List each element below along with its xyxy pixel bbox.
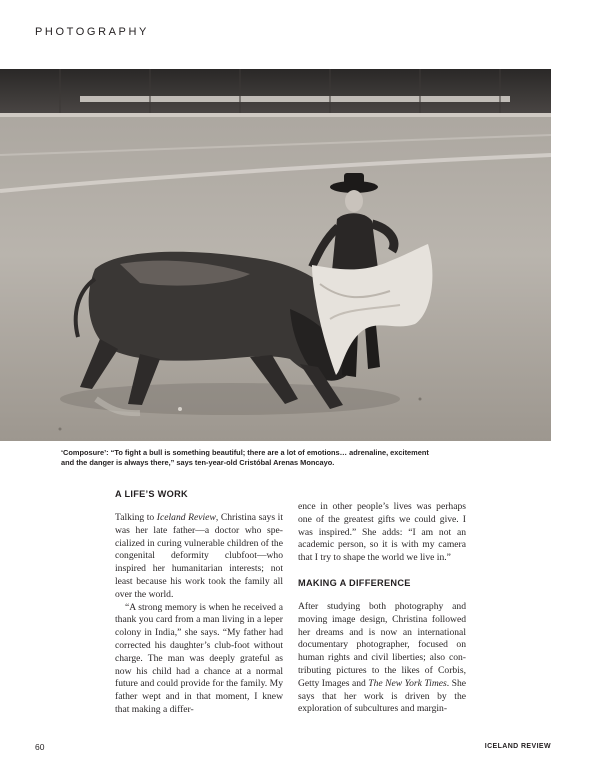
caption-line-1: ‘Composure’: “To fight a bull is something beautiful; there are a lot of emotions… adrenaline, excitement — [61, 448, 429, 457]
paragraph-1 — [115, 512, 283, 602]
photo-caption — [61, 448, 491, 468]
photo-illustration — [0, 69, 551, 441]
heading-making-a-difference: MAKING A DIFFERENCE — [298, 577, 411, 588]
paragraph-4 — [298, 601, 466, 716]
paragraph-3: ence in other people’s lives was perhaps one of the greatest gifts we could give. I was inspired.” She adds: “I am not an academic person, so it is with my camera that I try to shape the world we live in.” — [298, 501, 466, 564]
caption-line-2: and the danger is always there,” says ten-year-old Cristóbal Arenas Moncayo. — [61, 458, 335, 467]
p1-publication-name: Iceland Review — [156, 512, 216, 523]
page-number: 60 — [35, 742, 45, 752]
p4-text-c: . She says that her work is driven by the exploration of subcultures and margin- — [298, 677, 467, 715]
article-column-right — [298, 501, 466, 716]
section-label: PHOTOGRAPHY — [35, 26, 149, 38]
p4-text-a: After studying both photography and moving image design, Christina followed her dreams and is now an international documentary photographer, focused on human rights and civil liberties; also con-tributing pictures to the likes of Corbis, Getty Images and — [298, 600, 466, 689]
paragraph-2: “A strong memory is when he received a thank you card from a man living in a leper colony in India,” she says. “My father had corrected his daughter’s club-foot without charge. The man was deeply grateful as now his child had a chance at a normal future and could provide for the family. My father wept and in that moment, I knew that making a differ- — [115, 601, 283, 715]
heading-a-lifes-work: A LIFE’S WORK — [115, 489, 188, 499]
bullfight-photo — [0, 69, 551, 441]
publication-name: ICELAND REVIEW — [484, 743, 551, 750]
arena-wall — [0, 69, 551, 115]
p4-publication-name: The New York Times — [368, 677, 447, 689]
article-column-left — [115, 488, 283, 717]
p1-text-a: Talking to — [115, 512, 157, 523]
p1-text-c: , Christina says it was her late father—a doctor who spe-cialized in curing vulnerable children of the congenital deformity clubfoot—who inspired her humanitarian interests; not least because his work took the family all over the world. — [115, 512, 283, 600]
